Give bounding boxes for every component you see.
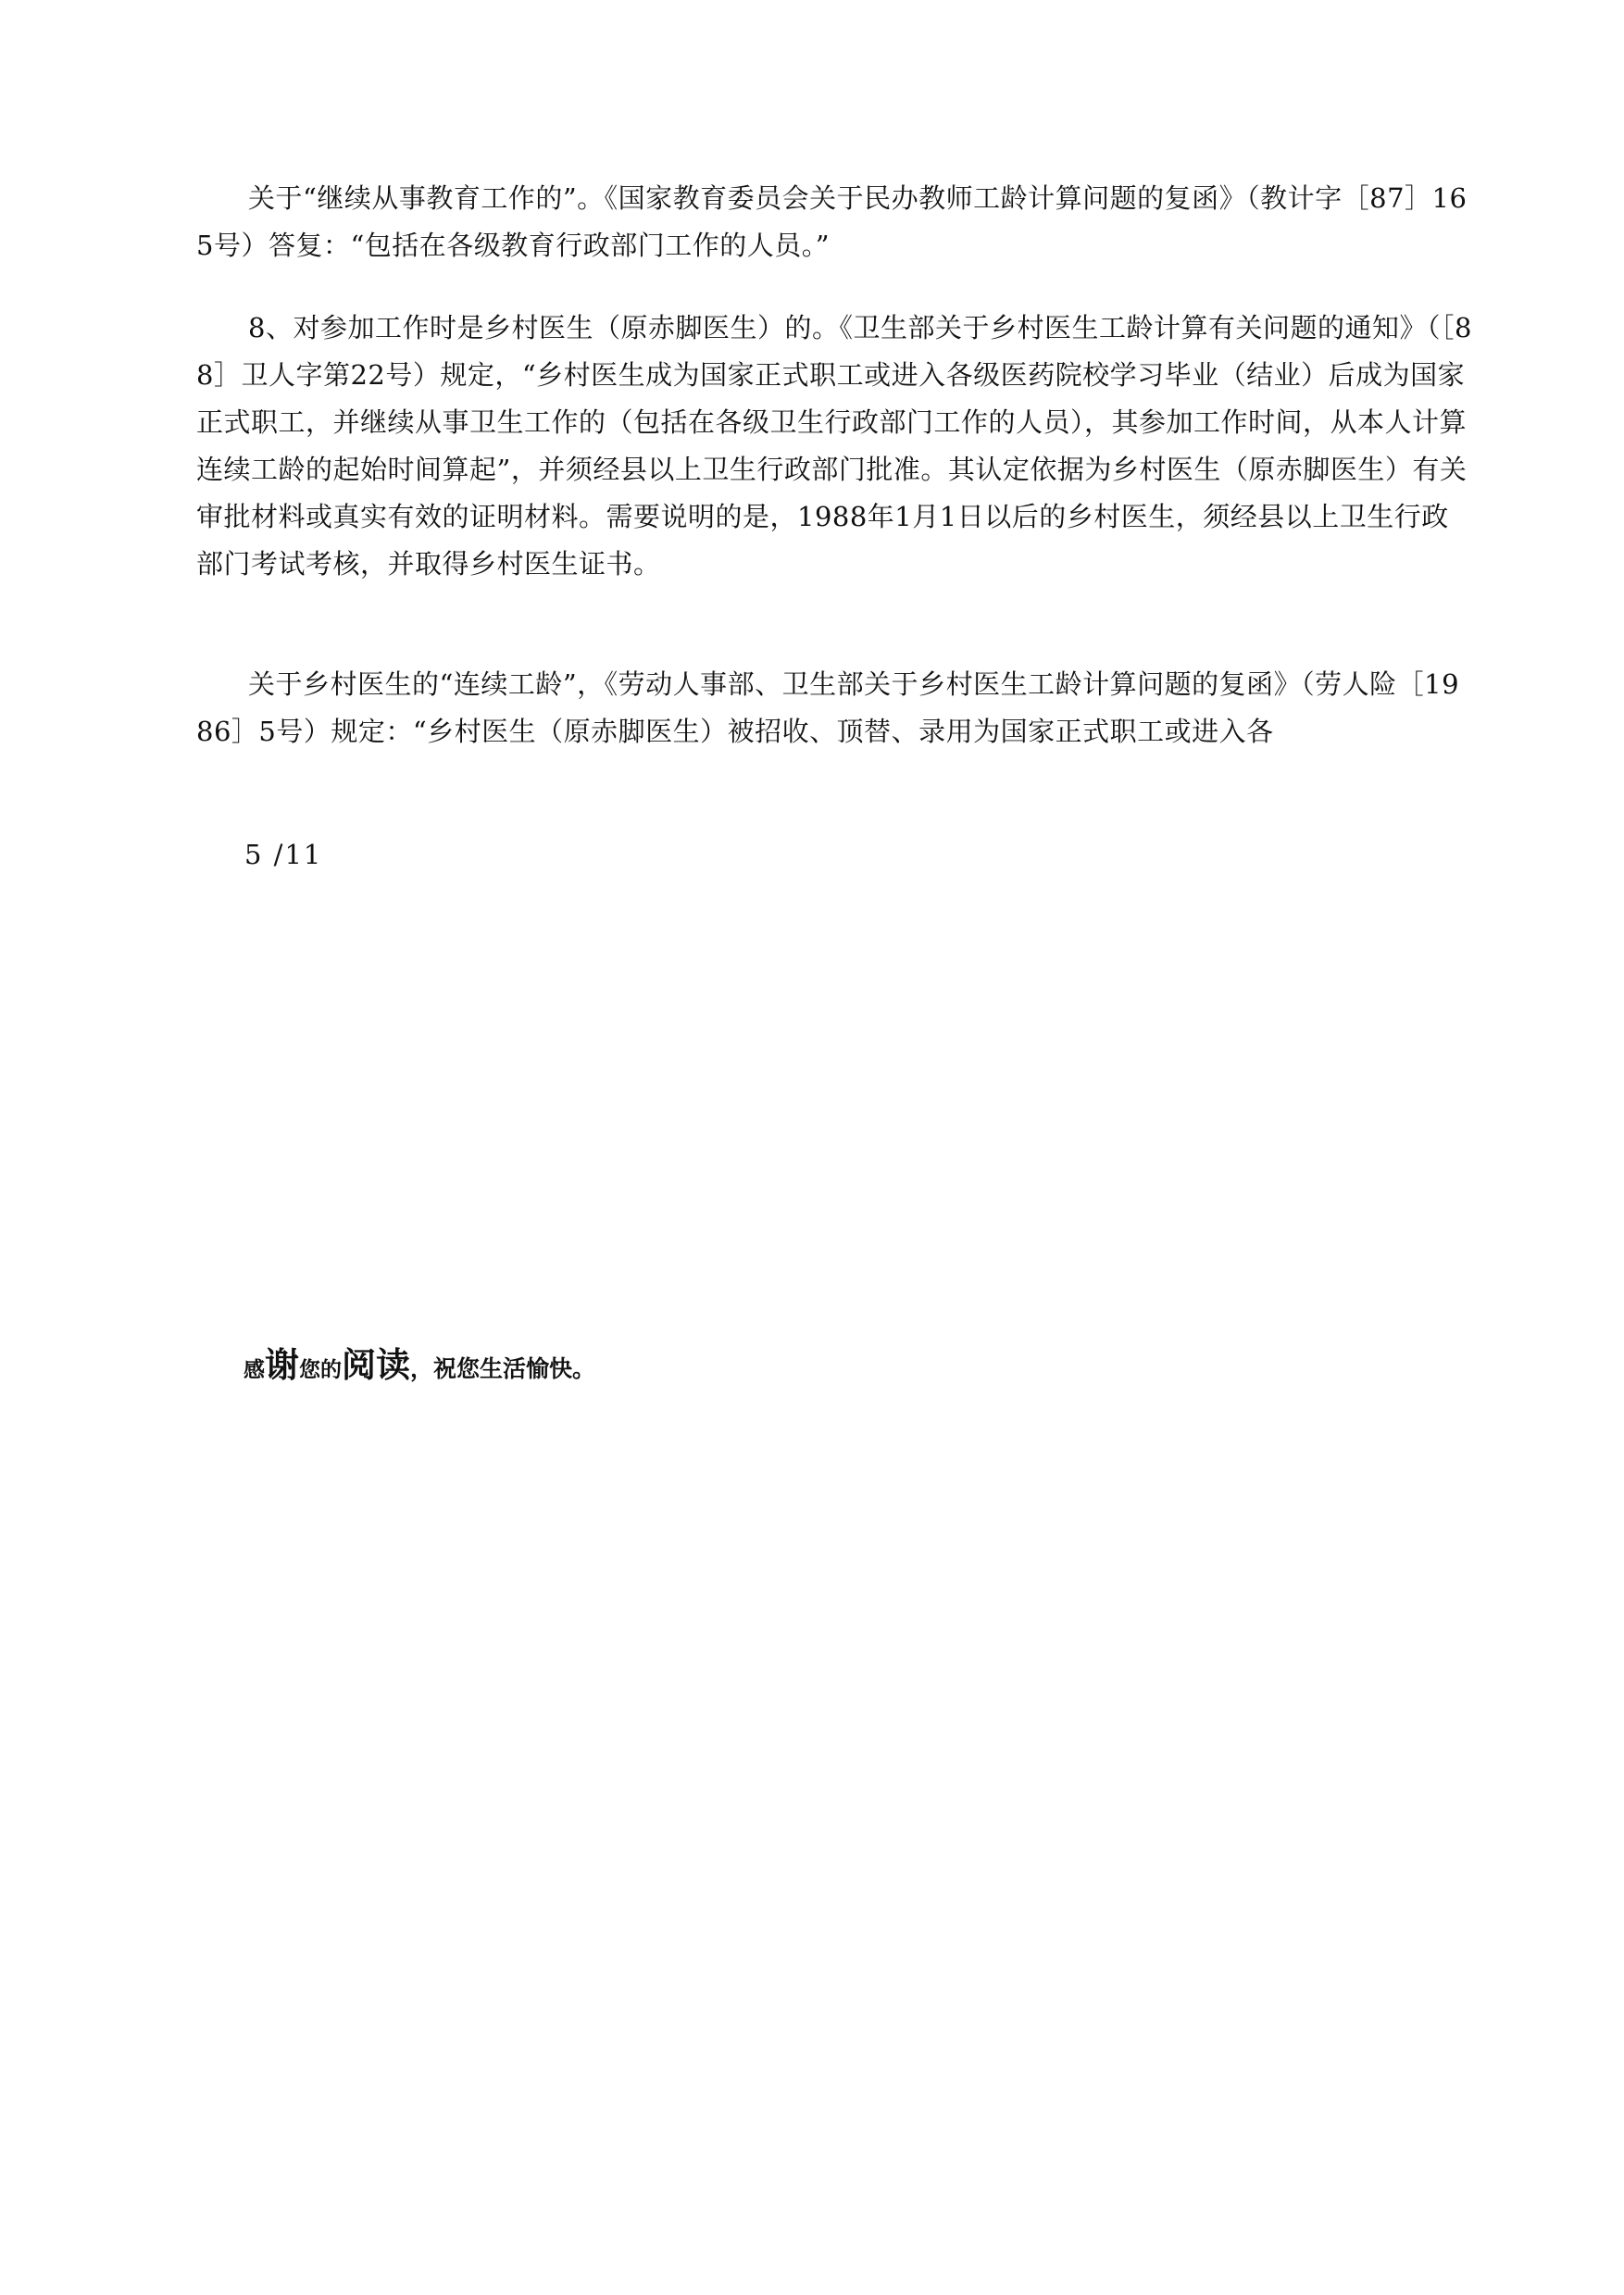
body-paragraph: 关于乡村医生的“连续工龄”，《劳动人事部、卫生部关于乡村医生工龄计算问题的复函》（劳人险［1986］5号）规定：“乡村医生（原赤脚医生）被招收、顶替、录用为国家正式职工或进入各 — [196, 668, 1460, 747]
closing-text-part: 感 — [244, 1358, 265, 1382]
closing-message — [244, 1337, 595, 1387]
closing-text-part: 谢 — [265, 1345, 299, 1385]
body-paragraph: 关于“继续从事教育工作的”。《国家教育委员会关于民办教师工龄计算问题的复函》（教计字［87］165号）答复：“包括在各级教育行政部门工作的人员。” — [196, 182, 1468, 261]
page-number: 5 /11 — [244, 839, 323, 870]
closing-text-part: 阅读 — [342, 1345, 410, 1385]
body-paragraph: 8、对参加工作时是乡村医生（原赤脚医生）的。《卫生部关于乡村医生工龄计算有关问题的通知》（［88］卫人字第22号）规定，“乡村医生成为国家正式职工或进入各级医药院校学习毕业（结业）后成为国家正式职工，并继续从事卫生工作的（包括在各级卫生行政部门工作的人员），其参加工作时间，从本人计算连续工龄的起始时间算起”，并须经县以上卫生行政部门批准。其认定依据为乡村医生（原赤脚医生）有关审批材料或真实有效的证明材料。需要说明的是，1988年1月1日以后的乡村医生，须经县以上卫生行政部门考试考核，并取得乡村医生证书。 — [196, 312, 1472, 580]
closing-text-part: 您的 — [299, 1358, 342, 1382]
closing-text-part: ，祝您生活愉快。 — [410, 1355, 596, 1382]
